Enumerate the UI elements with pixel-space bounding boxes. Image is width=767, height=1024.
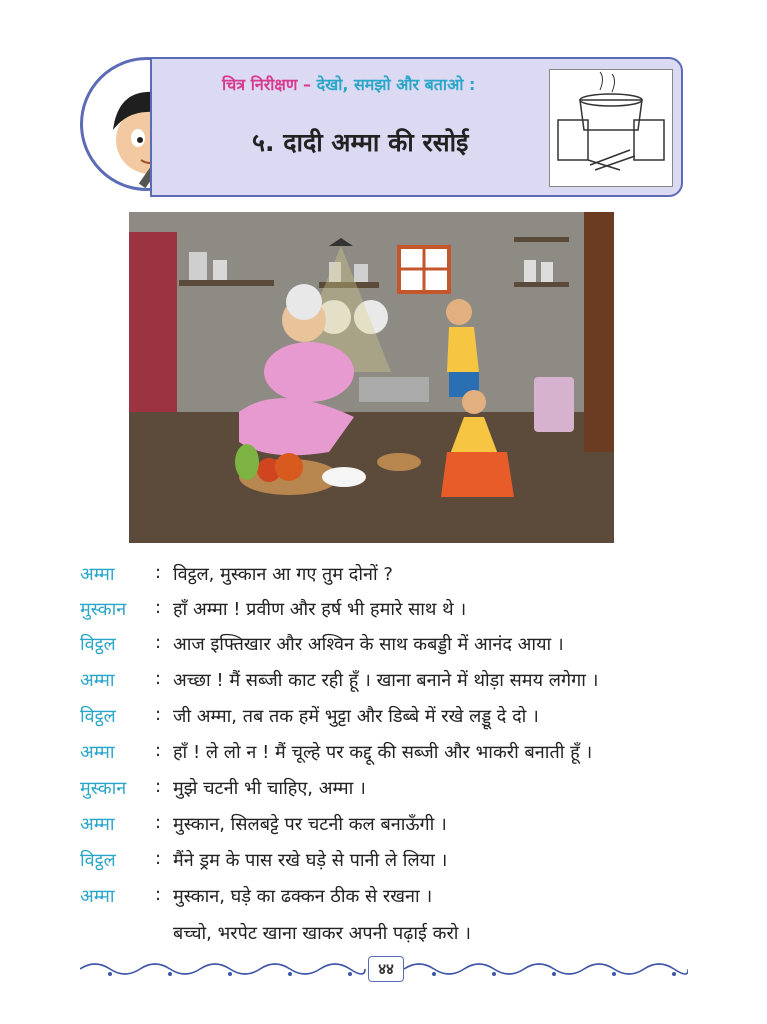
- dialogue-text: मुझे चटनी भी चाहिए, अम्मा ।: [173, 778, 366, 799]
- speaker-name: मुस्कान: [80, 599, 127, 620]
- dialogue-line: [0, 884, 767, 914]
- colon: :: [155, 848, 162, 869]
- page-footer: [80, 956, 688, 986]
- speaker-name: विट्ठल: [80, 850, 116, 871]
- dialogue-text: हाँ ! ले लो न ! मैं चूल्हे पर कद्दू की सब्जी और भाकरी बनाती हूँ ।: [173, 742, 593, 763]
- colon: :: [155, 776, 162, 797]
- grandmother-kitchen-illustration: [129, 212, 614, 543]
- lesson-header-banner: [150, 57, 683, 197]
- dialogue-line: [0, 740, 767, 770]
- dialogue-line: [0, 632, 767, 662]
- dialogue-line: [0, 776, 767, 806]
- subtitle-blue: देखो, समझो और बताओ :: [316, 75, 476, 94]
- dialogue-line: [0, 668, 767, 698]
- dialogue-text: हाँ अम्मा ! प्रवीण और हर्ष भी हमारे साथ थे ।: [173, 599, 467, 620]
- stove-sketch: [549, 69, 673, 187]
- speaker-name: अम्मा: [80, 564, 115, 585]
- colon: :: [155, 884, 162, 905]
- picture-observation-subtitle: [222, 73, 475, 95]
- dialogue-line: [0, 848, 767, 878]
- dialogue-line: [0, 704, 767, 734]
- colon: :: [155, 740, 162, 761]
- dialogue-text: विट्ठल, मुस्कान आ गए तुम दोनों ?: [173, 564, 393, 585]
- speaker-name: विट्ठल: [80, 634, 116, 655]
- colon: :: [155, 704, 162, 725]
- dialogue-text: अच्छा ! मैं सब्जी काट रही हूँ । खाना बनाने में थोड़ा समय लगेगा ।: [173, 670, 599, 691]
- speaker-name: अम्मा: [80, 670, 115, 691]
- page-number: ४४: [368, 956, 404, 982]
- speaker-name: अम्मा: [80, 814, 115, 835]
- dialogue-text: मैंने ड्रम के पास रखे घड़े से पानी ले लिया ।: [173, 850, 448, 871]
- dialogue-line: [0, 812, 767, 842]
- dialogue-text: मुस्कान, सिलबट्टे पर चटनी कल बनाऊँगी ।: [173, 814, 447, 835]
- colon: :: [155, 597, 162, 618]
- speaker-name: मुस्कान: [80, 778, 127, 799]
- colon: :: [155, 812, 162, 833]
- dialogue-line: [0, 597, 767, 627]
- speaker-name: अम्मा: [80, 742, 115, 763]
- closing-text: बच्चो, भरपेट खाना खाकर अपनी पढ़ाई करो ।: [173, 923, 472, 944]
- dialogue-text: जी अम्मा, तब तक हमें भुट्टा और डिब्बे में रखे लड्डू दे दो ।: [173, 706, 539, 727]
- speaker-name: अम्मा: [80, 886, 115, 907]
- dialogue-text: आज इफ्तिखार और अश्विन के साथ कबड्डी में आनंद आया ।: [173, 634, 564, 655]
- colon: :: [155, 632, 162, 653]
- dialogue-text: मुस्कान, घड़े का ढक्कन ठीक से रखना ।: [173, 886, 433, 907]
- lesson-title: ५. दादी अम्मा की रसोई: [252, 128, 469, 157]
- dialogue-line: [0, 562, 767, 592]
- speaker-name: विट्ठल: [80, 706, 116, 727]
- colon: :: [155, 668, 162, 689]
- closing-line: [0, 921, 767, 951]
- colon: :: [155, 562, 162, 583]
- subtitle-pink: चित्र निरीक्षण –: [222, 75, 312, 94]
